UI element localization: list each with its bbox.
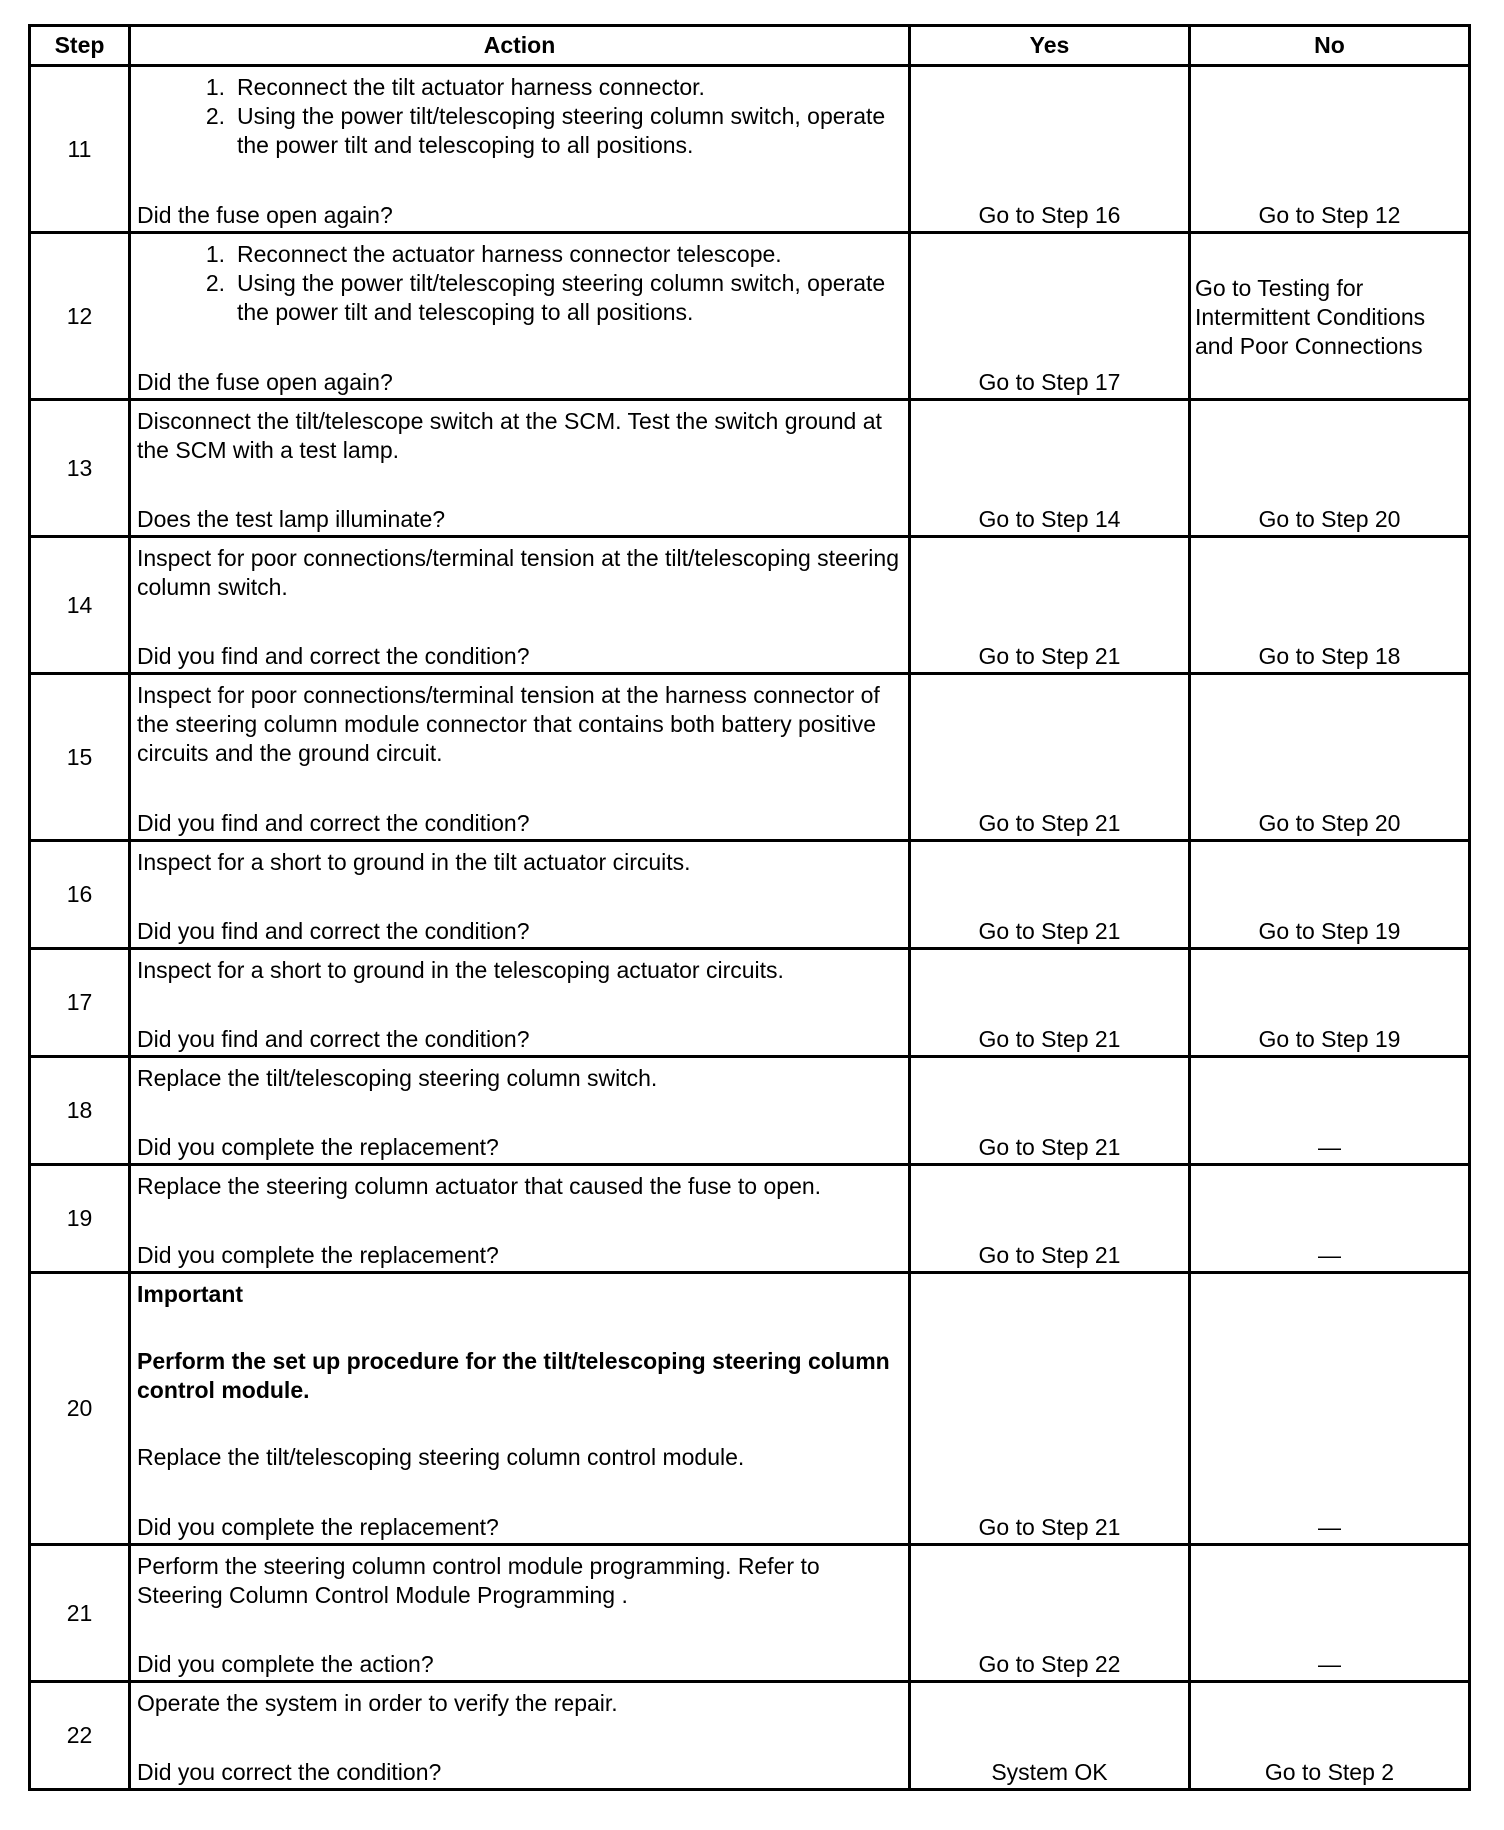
list-item-text: Reconnect the actuator harness connector telescope. xyxy=(237,241,782,267)
action-cell xyxy=(130,233,910,400)
table-row xyxy=(30,537,1470,674)
action-cell xyxy=(130,1273,910,1545)
no-answer: — xyxy=(1318,1514,1341,1540)
yes-cell xyxy=(910,233,1190,400)
no-answer: Go to Step 20 xyxy=(1258,506,1401,532)
question: Did you complete the replacement? xyxy=(137,1514,499,1540)
action-cell xyxy=(130,1165,910,1273)
no-answer: — xyxy=(1318,1242,1341,1268)
action-cell xyxy=(130,674,910,841)
question: Did the fuse open again? xyxy=(137,369,393,395)
table-row xyxy=(30,674,1470,841)
no-answer: Go to Testing for Intermittent Conditions and Poor Connections xyxy=(1195,275,1426,359)
yes-cell xyxy=(910,1273,1190,1545)
no-cell xyxy=(1190,400,1470,537)
table-row xyxy=(30,400,1470,537)
step-number: 16 xyxy=(30,841,130,949)
no-cell xyxy=(1190,537,1470,674)
action-cell xyxy=(130,400,910,537)
no-answer: Go to Step 2 xyxy=(1264,1759,1395,1785)
yes-answer: System OK xyxy=(991,1759,1108,1785)
no-answer: Go to Step 20 xyxy=(1258,810,1401,836)
yes-answer: Go to Step 21 xyxy=(978,918,1121,944)
step-number: 18 xyxy=(30,1057,130,1165)
question: Did you find and correct the condition? xyxy=(137,643,530,669)
header-yes: Yes xyxy=(910,26,1190,66)
yes-cell xyxy=(910,537,1190,674)
yes-cell xyxy=(910,66,1190,233)
table-row xyxy=(30,1682,1470,1790)
no-answer: — xyxy=(1318,1134,1341,1160)
yes-answer: Go to Step 22 xyxy=(978,1651,1121,1677)
action-cell xyxy=(130,949,910,1057)
yes-cell xyxy=(910,1682,1190,1790)
table-row xyxy=(30,841,1470,949)
action-text: Replace the steering column actuator that caused the fuse to open. xyxy=(137,1173,822,1199)
yes-answer: Go to Step 17 xyxy=(978,369,1121,395)
yes-answer: Go to Step 21 xyxy=(978,643,1121,669)
no-answer: Go to Step 19 xyxy=(1258,918,1401,944)
header-no: No xyxy=(1190,26,1470,66)
no-cell xyxy=(1190,1545,1470,1682)
important-label: Important xyxy=(137,1281,244,1307)
step-number: 22 xyxy=(30,1682,130,1790)
action-text: Replace the tilt/telescoping steering column control module. xyxy=(137,1444,745,1470)
no-answer: Go to Step 12 xyxy=(1258,202,1401,228)
no-answer: Go to Step 19 xyxy=(1258,1026,1401,1052)
list-item-text: Reconnect the tilt actuator harness connector. xyxy=(237,74,705,100)
header-action: Action xyxy=(130,26,910,66)
step-number: 13 xyxy=(30,400,130,537)
list-item-text: Using the power tilt/telescoping steering column switch, operate the power tilt and telescoping to all positions. xyxy=(237,103,886,158)
yes-cell xyxy=(910,1165,1190,1273)
yes-cell xyxy=(910,1057,1190,1165)
no-cell xyxy=(1190,949,1470,1057)
no-cell xyxy=(1190,1682,1470,1790)
list-item-text: Using the power tilt/telescoping steering column switch, operate the power tilt and telescoping to all positions. xyxy=(237,270,886,325)
question: Did you complete the action? xyxy=(137,1651,434,1677)
step-number: 17 xyxy=(30,949,130,1057)
action-text: Inspect for a short to ground in the telescoping actuator circuits. xyxy=(137,957,784,983)
table-row xyxy=(30,66,1470,233)
question: Did you find and correct the condition? xyxy=(137,810,530,836)
header-step: Step xyxy=(30,26,130,66)
header-row xyxy=(30,26,1470,66)
table-row xyxy=(30,1057,1470,1165)
no-cell xyxy=(1190,66,1470,233)
question: Did you complete the replacement? xyxy=(137,1242,499,1268)
list-item: 1. Reconnect the tilt actuator harness connector. xyxy=(205,74,705,100)
list-item: 2. Using the power tilt/telescoping steering column switch, operate the power tilt and telescoping to all positions. xyxy=(205,103,886,158)
yes-answer: Go to Step 21 xyxy=(978,1242,1121,1268)
no-cell xyxy=(1190,1273,1470,1545)
yes-cell xyxy=(910,674,1190,841)
list-item: 1. Reconnect the actuator harness connector telescope. xyxy=(205,241,782,267)
yes-cell xyxy=(910,1545,1190,1682)
step-number: 20 xyxy=(30,1273,130,1545)
diagnostic-table xyxy=(28,24,1471,1791)
yes-answer: Go to Step 16 xyxy=(978,202,1121,228)
action-text: Disconnect the tilt/telescope switch at the SCM. Test the switch ground at the SCM with a test lamp. xyxy=(137,408,882,463)
no-cell xyxy=(1190,233,1470,400)
yes-answer: Go to Step 21 xyxy=(978,1134,1121,1160)
yes-answer: Go to Step 21 xyxy=(978,1026,1121,1052)
table-row xyxy=(30,1273,1470,1545)
step-number: 19 xyxy=(30,1165,130,1273)
action-text: Replace the tilt/telescoping steering column switch. xyxy=(137,1065,658,1091)
action-text: Operate the system in order to verify the repair. xyxy=(137,1690,618,1716)
question: Did you find and correct the condition? xyxy=(137,918,530,944)
action-text: Inspect for poor connections/terminal tension at the tilt/telescoping steering column switch. xyxy=(137,545,899,600)
action-cell xyxy=(130,66,910,233)
step-number: 11 xyxy=(30,66,130,233)
yes-answer: Go to Step 21 xyxy=(978,1514,1121,1540)
action-cell xyxy=(130,1057,910,1165)
question: Did you correct the condition? xyxy=(137,1759,442,1785)
table-row xyxy=(30,949,1470,1057)
action-cell xyxy=(130,1545,910,1682)
action-text: Perform the steering column control module programming. Refer to Steering Column Control Module Programming . xyxy=(137,1553,820,1608)
action-cell xyxy=(130,841,910,949)
no-cell xyxy=(1190,1165,1470,1273)
step-number: 14 xyxy=(30,537,130,674)
table-row xyxy=(30,1165,1470,1273)
table-row xyxy=(30,1545,1470,1682)
important-text: Perform the set up procedure for the tilt/telescoping steering column control module. xyxy=(137,1348,890,1403)
action-cell xyxy=(130,537,910,674)
yes-answer: Go to Step 14 xyxy=(978,506,1121,532)
action-text: Inspect for poor connections/terminal tension at the harness connector of the steering column module connector that contains both battery positive circuits and the ground circuit. xyxy=(137,682,880,766)
no-cell xyxy=(1190,1057,1470,1165)
no-answer: Go to Step 18 xyxy=(1258,643,1401,669)
yes-cell xyxy=(910,841,1190,949)
yes-cell xyxy=(910,949,1190,1057)
step-number: 15 xyxy=(30,674,130,841)
no-cell xyxy=(1190,841,1470,949)
table-row xyxy=(30,233,1470,400)
question: Did you find and correct the condition? xyxy=(137,1026,530,1052)
action-text: Inspect for a short to ground in the tilt actuator circuits. xyxy=(137,849,691,875)
step-number: 21 xyxy=(30,1545,130,1682)
list-item: 2. Using the power tilt/telescoping steering column switch, operate the power tilt and telescoping to all positions. xyxy=(205,270,886,325)
no-cell xyxy=(1190,674,1470,841)
yes-cell xyxy=(910,400,1190,537)
question: Does the test lamp illuminate? xyxy=(137,506,446,532)
question: Did the fuse open again? xyxy=(137,202,393,228)
step-number: 12 xyxy=(30,233,130,400)
no-answer: — xyxy=(1318,1651,1341,1677)
yes-answer: Go to Step 21 xyxy=(978,810,1121,836)
action-cell xyxy=(130,1682,910,1790)
question: Did you complete the replacement? xyxy=(137,1134,499,1160)
